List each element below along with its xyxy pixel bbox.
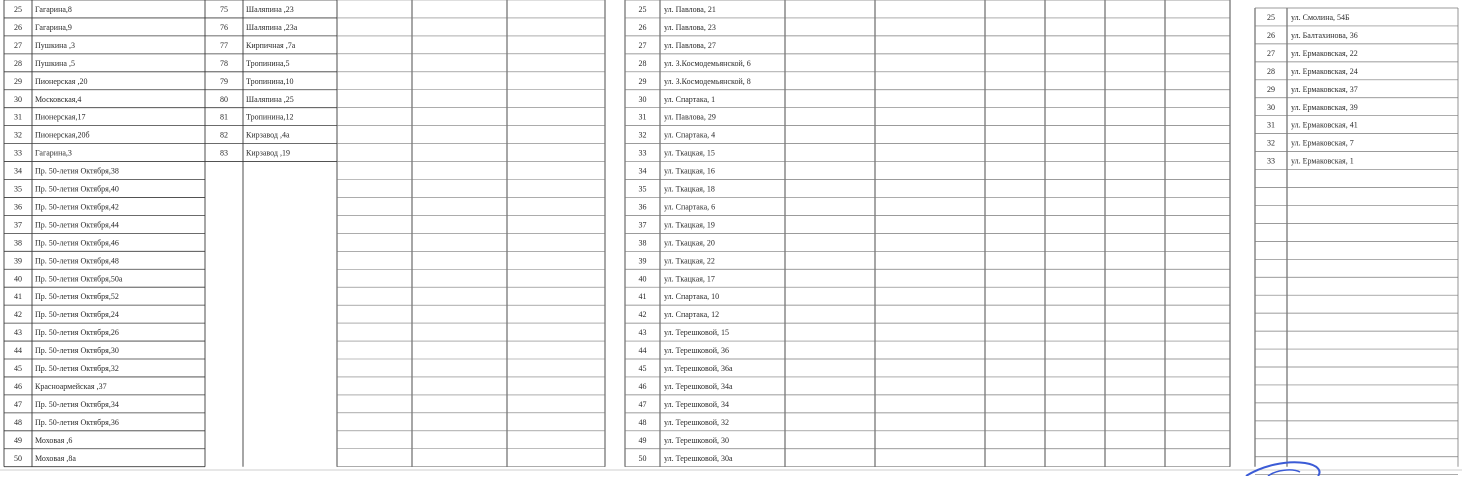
row-number: 41 (14, 292, 22, 302)
row-number: 27 (1267, 48, 1275, 58)
address-cell: ул. Ткацкая, 16 (664, 166, 715, 176)
row-number: 31 (14, 112, 22, 122)
address-cell: Красноармейская ,37 (35, 381, 107, 391)
address-cell: Гагарина,3 (35, 148, 72, 158)
row-number: 47 (638, 399, 647, 409)
address-cell: ул. Ткацкая, 22 (664, 256, 715, 266)
row-number: 36 (14, 202, 22, 212)
row-number: 48 (14, 417, 22, 427)
address-cell: ул. З.Космодемьянской, 8 (664, 76, 751, 86)
row-number: 26 (638, 22, 647, 32)
address-cell: ул. Спартака, 4 (664, 130, 716, 140)
row-number: 27 (14, 40, 22, 50)
address-cell: ул. Ермаковская, 1 (1291, 156, 1354, 166)
address-cell: Шаляпина ,25 (246, 94, 294, 104)
row-number: 83 (220, 148, 228, 158)
row-number: 32 (14, 130, 22, 140)
row-number: 29 (638, 76, 647, 86)
address-cell: Пионерская,17 (35, 112, 86, 122)
row-number: 35 (14, 184, 22, 194)
row-number: 26 (1267, 30, 1275, 40)
row-number: 50 (14, 453, 22, 463)
row-number: 43 (638, 328, 647, 338)
row-number: 78 (220, 58, 228, 68)
row-number: 28 (638, 58, 647, 68)
address-cell: Тропинина,5 (246, 58, 290, 68)
address-cell: Пр. 50-летия Октября,48 (35, 256, 119, 266)
address-cell: Шаляпина ,23а (246, 22, 298, 32)
table-cells (14, 5, 1358, 463)
address-cell: ул. Смолина, 54Б (1291, 13, 1350, 22)
row-number: 39 (14, 256, 22, 266)
row-number: 45 (638, 364, 647, 373)
address-cell: Кирзавод ,4а (246, 130, 290, 140)
row-number: 31 (1267, 120, 1275, 130)
row-number: 34 (14, 166, 22, 176)
address-cell: ул. Балтахинова, 36 (1291, 30, 1358, 40)
address-cell: ул. Терешковой, 32 (664, 417, 729, 427)
address-cell: ул. Ткацкая, 18 (664, 184, 715, 194)
address-cell: ул. Ермаковская, 24 (1291, 66, 1358, 76)
address-cell: ул. Спартака, 10 (664, 292, 720, 302)
address-cell: ул. Ткацкая, 20 (664, 238, 715, 248)
address-cell: ул. Терешковой, 36 (664, 346, 729, 356)
address-cell: ул. Терешковой, 30 (664, 435, 729, 445)
row-number: 29 (1267, 84, 1275, 94)
address-cell: ул. Павлова, 21 (664, 5, 716, 14)
address-cell: ул. Терешковой, 34а (664, 381, 733, 391)
address-cell: Кирзавод ,19 (246, 148, 290, 158)
row-number: 49 (14, 435, 22, 445)
address-cell: ул. Ермаковская, 22 (1291, 48, 1358, 58)
address-cell: ул. Павлова, 29 (664, 112, 716, 122)
row-number: 44 (14, 346, 22, 356)
address-cell: Пионерская ,20 (35, 76, 88, 86)
address-cell: ул. Павлова, 27 (664, 40, 716, 50)
address-cell: ул. Ткацкая, 15 (664, 148, 715, 158)
row-number: 27 (638, 40, 647, 50)
address-cell: ул. Терешковой, 15 (664, 328, 729, 338)
row-number: 31 (638, 112, 647, 122)
row-number: 25 (14, 5, 22, 14)
address-cell: Моховая ,8а (35, 453, 76, 463)
address-cell: ул. Терешковой, 34 (664, 399, 729, 409)
address-cell: Пр. 50-летия Октября,46 (35, 238, 119, 248)
address-cell: Кирпичная ,7а (246, 40, 296, 50)
address-cell: ул. Ермаковская, 41 (1291, 120, 1358, 130)
row-number: 40 (638, 274, 647, 284)
row-number: 82 (220, 130, 228, 140)
address-cell: ул. Ткацкая, 19 (664, 220, 715, 230)
address-cell: Пушкина ,3 (35, 40, 75, 50)
row-number: 46 (14, 381, 22, 391)
row-number: 75 (220, 5, 228, 14)
row-number: 30 (1267, 102, 1275, 112)
row-number: 46 (638, 381, 647, 391)
row-number: 42 (14, 310, 22, 320)
address-cell: ул. Спартака, 6 (664, 202, 716, 212)
row-number: 37 (638, 220, 647, 230)
address-cell: Тропинина,10 (246, 76, 294, 86)
row-number: 30 (638, 94, 647, 104)
address-cell: Пр. 50-летия Октября,40 (35, 184, 119, 194)
row-number: 32 (638, 130, 647, 140)
address-cell: Пр. 50-летия Октября,24 (35, 310, 119, 320)
row-number: 36 (638, 202, 647, 212)
address-cell: ул. Спартака, 1 (664, 94, 716, 104)
row-number: 35 (638, 184, 647, 194)
address-cell: Пр. 50-летия Октября,42 (35, 202, 119, 212)
row-number: 40 (14, 274, 22, 284)
row-number: 45 (14, 364, 22, 373)
row-number: 33 (638, 148, 647, 158)
address-cell: Московская,4 (35, 94, 82, 104)
address-cell: ул. Ермаковская, 39 (1291, 102, 1358, 112)
address-cell: Пионерская,20б (35, 130, 90, 140)
address-cell: Пр. 50-летия Октября,34 (35, 399, 119, 409)
address-cell: Гагарина,9 (35, 22, 72, 32)
row-number: 50 (638, 453, 647, 463)
row-number: 32 (1267, 138, 1275, 148)
row-number: 29 (14, 76, 22, 86)
row-number: 39 (638, 256, 647, 266)
signature-mark-2 (1268, 470, 1300, 476)
address-cell: Пр. 50-летия Октября,32 (35, 364, 119, 373)
row-number: 28 (1267, 66, 1275, 76)
address-cell: Пр. 50-летия Октября,26 (35, 328, 119, 338)
row-number: 44 (638, 346, 647, 356)
row-number: 38 (638, 238, 647, 248)
row-number: 49 (638, 435, 647, 445)
address-cell: Пр. 50-летия Октября,52 (35, 292, 119, 302)
address-cell: Моховая ,6 (35, 435, 73, 445)
row-number: 76 (220, 22, 228, 32)
address-cell: Пр. 50-летия Октября,50а (35, 274, 123, 284)
row-number: 81 (220, 112, 228, 122)
address-cell: ул. Терешковой, 30а (664, 453, 733, 463)
row-number: 33 (1267, 156, 1275, 166)
address-cell: Пр. 50-летия Октября,36 (35, 417, 119, 427)
address-cell: ул. Ткацкая, 17 (664, 274, 715, 284)
address-cell: ул. Ермаковская, 7 (1291, 138, 1354, 148)
row-number: 30 (14, 94, 22, 104)
address-cell: ул. З.Космодемьянской, 6 (664, 58, 751, 68)
address-cell: Шаляпина ,23 (246, 5, 294, 14)
row-number: 43 (14, 328, 22, 338)
address-cell: Пр. 50-летия Октября,38 (35, 166, 119, 176)
signature-mark (1246, 462, 1319, 476)
row-number: 37 (14, 220, 22, 230)
row-number: 41 (638, 292, 647, 302)
address-cell: ул. Терешковой, 36а (664, 364, 733, 373)
address-cell: ул. Павлова, 23 (664, 22, 716, 32)
address-cell: ул. Ермаковская, 37 (1291, 84, 1358, 94)
row-number: 28 (14, 58, 22, 68)
address-cell: Тропинина,12 (246, 112, 294, 122)
row-number: 42 (638, 310, 647, 320)
row-number: 25 (1267, 13, 1275, 22)
row-number: 26 (14, 22, 22, 32)
address-cell: Пр. 50-летия Октября,44 (35, 220, 119, 230)
row-number: 33 (14, 148, 22, 158)
row-number: 38 (14, 238, 22, 248)
address-cell: Пушкина ,5 (35, 58, 75, 68)
address-cell: Гагарина,8 (35, 5, 72, 14)
row-number: 47 (14, 399, 22, 409)
row-number: 25 (638, 5, 647, 14)
row-number: 79 (220, 76, 228, 86)
address-cell: Пр. 50-летия Октября,30 (35, 346, 119, 356)
row-number: 48 (638, 417, 647, 427)
row-number: 80 (220, 94, 228, 104)
row-number: 34 (638, 166, 647, 176)
row-number: 77 (220, 40, 228, 50)
address-cell: ул. Спартака, 12 (664, 310, 720, 320)
